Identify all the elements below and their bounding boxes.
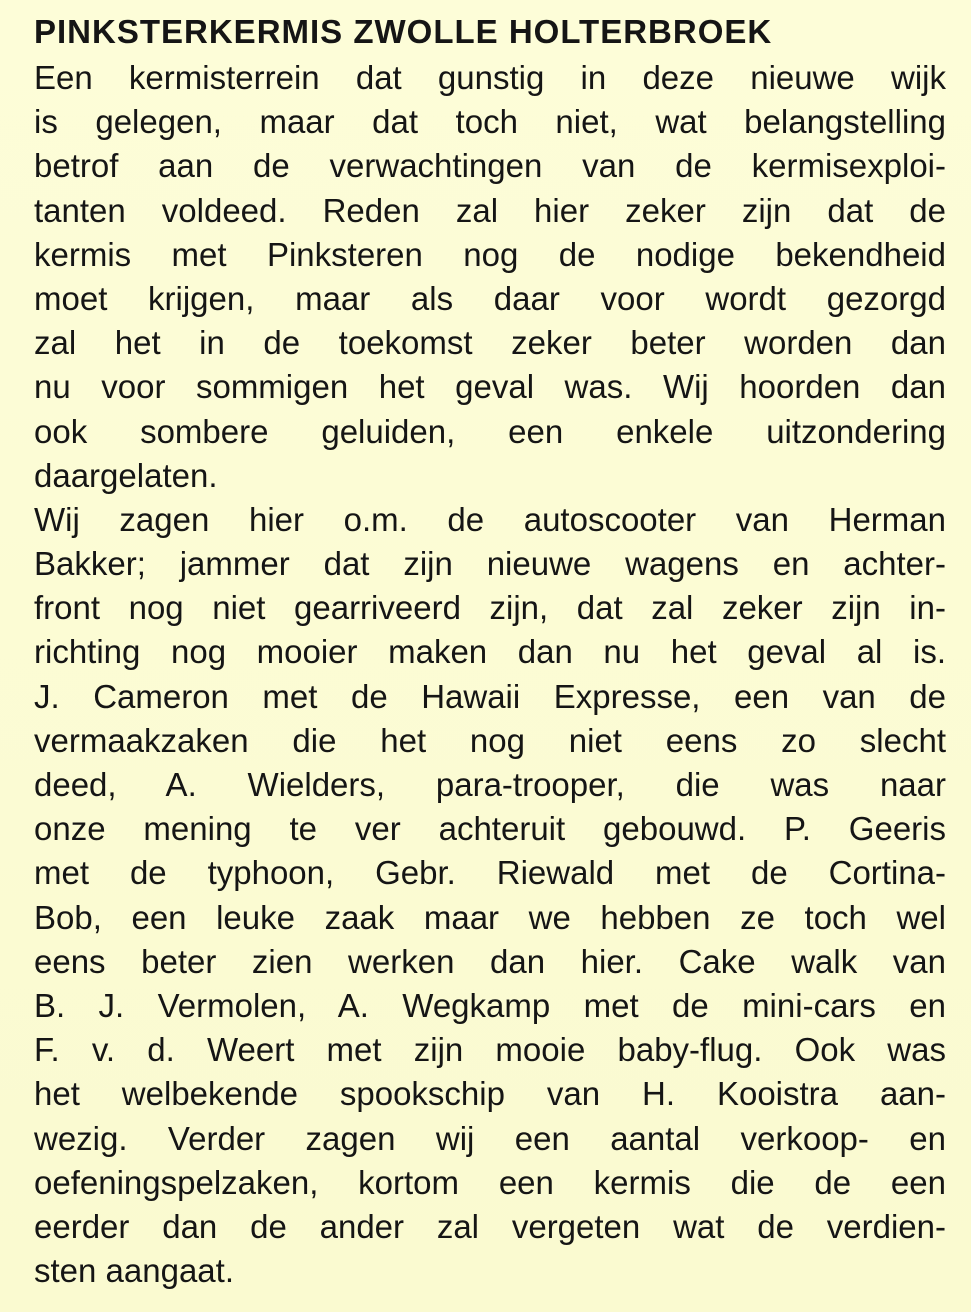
text-line: front nog niet gearriveerd zijn, dat zal zeker zijn in- xyxy=(34,589,946,627)
text-line: J. Cameron met de Hawaii Expresse, een van de xyxy=(34,677,946,715)
text-line: vermaakzaken die het nog niet eens zo slecht xyxy=(34,721,946,759)
text-line: nu voor sommigen het geval was. Wij hoorden dan xyxy=(34,368,946,406)
text-line: eerder dan de ander zal vergeten wat de verdien- xyxy=(34,1207,946,1245)
text-line: wezig. Verder zagen wij een aantal verkoop- en xyxy=(34,1119,946,1157)
article-title: PINKSTERKERMIS ZWOLLE HOLTERBROEK xyxy=(34,13,773,50)
text-line: deed, A. Wielders, para-trooper, die was naar xyxy=(34,766,946,803)
text-line: onze mening te ver achteruit gebouwd. P. Geeris xyxy=(34,810,946,848)
text-line: zal het in de toekomst zeker beter worden dan xyxy=(34,324,946,362)
text-line: Bob, een leuke zaak maar we hebben ze toch wel xyxy=(34,898,946,936)
text-line: het welbekende spookschip van H. Kooistra aan- xyxy=(34,1075,946,1113)
text-line: richting nog mooier maken dan nu het geval al is. xyxy=(34,633,946,671)
text-line: betrof aan de verwachtingen van de kermisexploi- xyxy=(34,147,946,185)
text-line: ook sombere geluiden, een enkele uitzondering xyxy=(34,412,946,450)
text-line: met de typhoon, Gebr. Riewald met de Cortina- xyxy=(34,854,946,892)
text-line: Een kermisterrein dat gunstig in deze nieuwe wijk xyxy=(34,59,946,96)
paragraph-end-line: sten aangaat. xyxy=(34,1252,234,1290)
text-line: eens beter zien werken dan hier. Cake walk van xyxy=(34,942,946,980)
text-line: oefeningspelzaken, kortom een kermis die de een xyxy=(34,1163,946,1201)
text-line: is gelegen, maar dat toch niet, wat belangstelling xyxy=(34,103,946,141)
text-line: Wij zagen hier o.m. de autoscooter van Herman xyxy=(34,500,946,538)
text-line: tanten voldeed. Reden zal hier zeker zijn dat de xyxy=(34,191,946,229)
text-line: moet krijgen, maar als daar voor wordt gezorgd xyxy=(34,279,946,317)
text-line: B. J. Vermolen, A. Wegkamp met de mini-cars en xyxy=(34,986,946,1024)
text-line: Bakker; jammer dat zijn nieuwe wagens en achter- xyxy=(34,545,946,583)
paragraph-end-line: daargelaten. xyxy=(34,456,218,494)
text-line: F. v. d. Weert met zijn mooie baby-flug. Ook was xyxy=(34,1031,946,1069)
text-line: kermis met Pinksteren nog de nodige bekendheid xyxy=(34,235,946,273)
article-body xyxy=(34,56,946,1293)
